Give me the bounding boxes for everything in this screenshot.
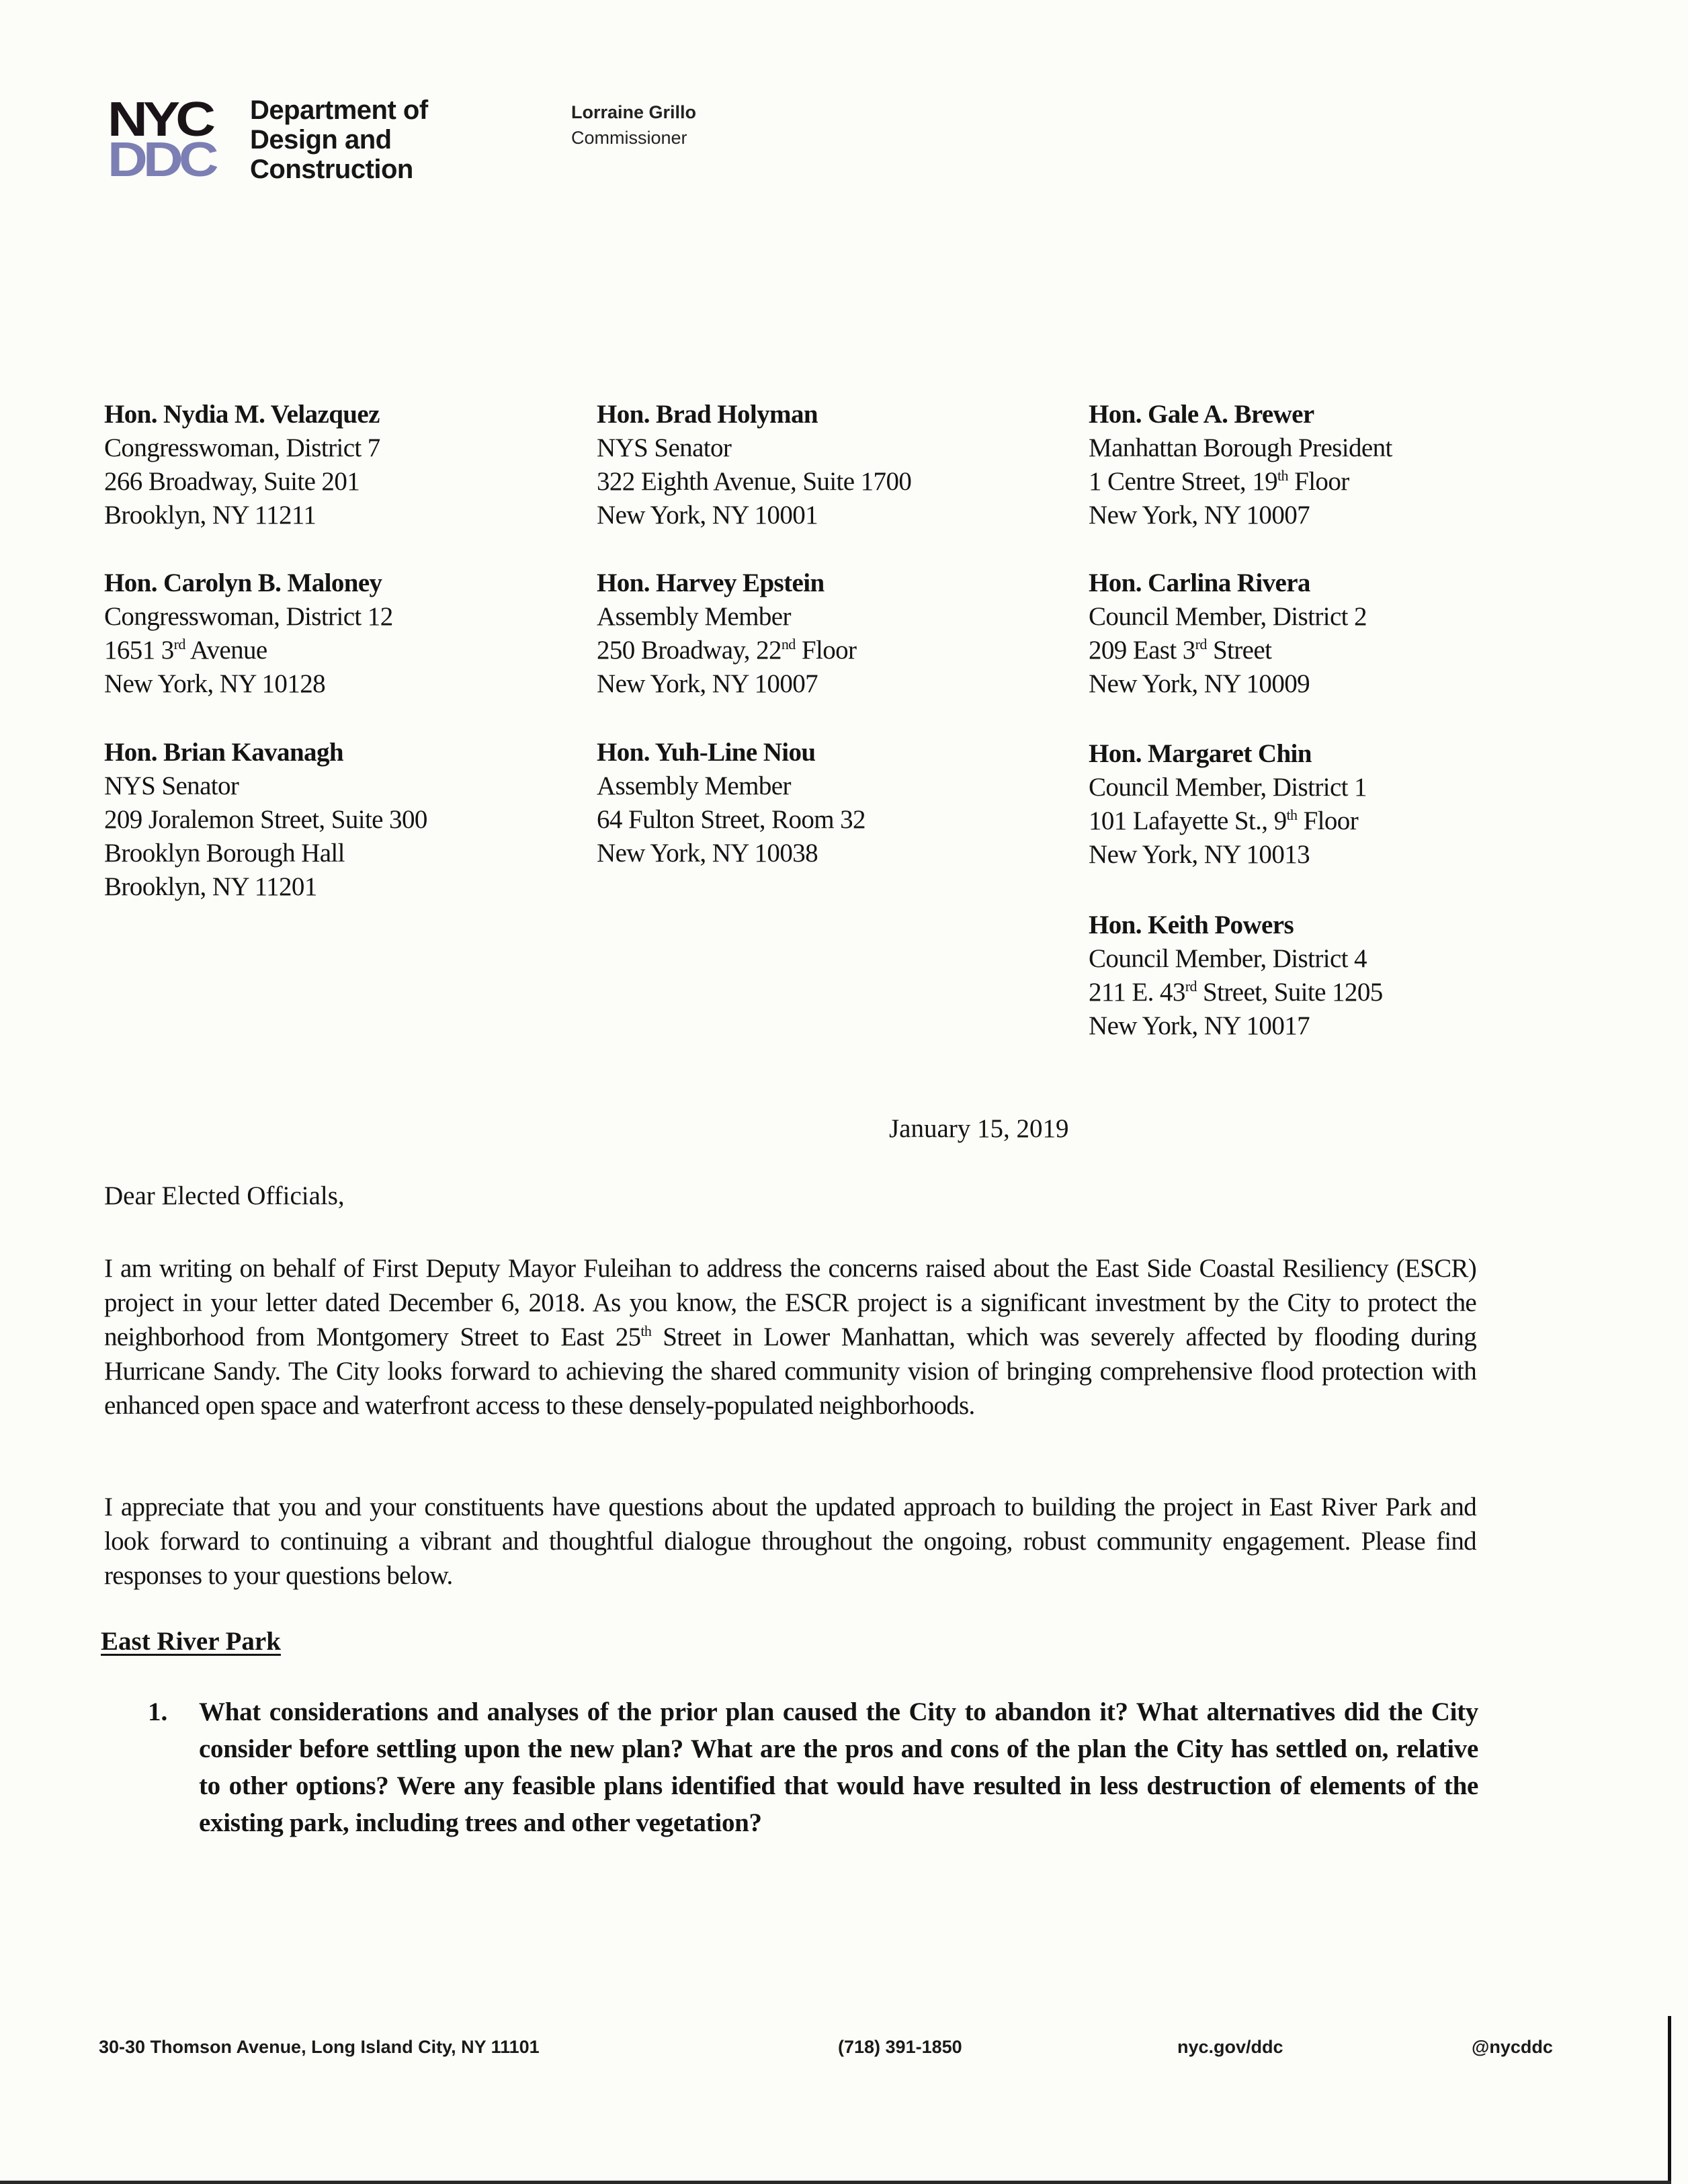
recipient-name: Hon. Brad Holyman (597, 400, 818, 429)
body-paragraph (104, 1251, 1476, 1423)
recipient-city: New York, NY 10007 (597, 669, 818, 698)
department-line: Department of (250, 95, 428, 125)
department-name (250, 95, 428, 184)
address-text: 1651 3 (104, 636, 174, 665)
paragraph-text: Street in Lower Manhattan, which was severely affected by flooding during Hurricane Sandy. The City looks forward to achieving the shared community vision of bringing comprehensive flood protection with enhanced open space and waterfront access to these densely-populated neighborhoods. (104, 1322, 1476, 1420)
recipient-address: 209 Joralemon Street, Suite 300 (104, 805, 427, 834)
recipient-city: New York, NY 10013 (1089, 840, 1310, 869)
ordinal-suffix: nd (781, 636, 796, 653)
address-text: 250 Broadway, 22 (597, 636, 782, 665)
recipient-address: 322 Eighth Avenue, Suite 1700 (597, 467, 912, 496)
recipient-address: 266 Broadway, Suite 201 (104, 467, 360, 496)
ordinal-suffix: rd (1195, 636, 1207, 653)
recipient-name: Hon. Brian Kavanagh (104, 738, 343, 767)
recipient-name: Hon. Nydia M. Velazquez (104, 400, 380, 429)
body-paragraph: I appreciate that you and your constituents have questions about the updated approach to building the project in East River Park and look forward to continuing a vibrant and thoughtful dialogue throughout the ongoing, robust community engagement. Please find responses to your questions below. (104, 1493, 1476, 1590)
address-text: Floor (795, 636, 857, 665)
address-text: 211 E. 43 (1089, 978, 1185, 1007)
commissioner-title: Commissioner (571, 128, 687, 148)
recipient-name: Hon. Carlina Rivera (1089, 569, 1310, 597)
address-text: 209 East 3 (1089, 636, 1195, 665)
recipient-title: Assembly Member (597, 771, 791, 800)
recipient-address (104, 634, 575, 667)
address-text: Floor (1297, 806, 1359, 835)
recipient-address (1089, 804, 1559, 838)
recipient-block (1089, 737, 1559, 872)
recipient-name: Hon. Harvey Epstein (597, 569, 825, 597)
recipient-title: Council Member, District 1 (1089, 773, 1367, 802)
recipient-name: Hon. Margaret Chin (1089, 739, 1312, 768)
footer-website: nyc.gov/ddc (1177, 2037, 1283, 2057)
recipient-name: Hon. Keith Powers (1089, 911, 1294, 939)
section-heading: East River Park (101, 1627, 281, 1656)
recipient-block (1089, 398, 1559, 532)
address-text: Avenue (185, 636, 267, 665)
recipient-city: New York, NY 10007 (1089, 501, 1310, 530)
commissioner-name: Lorraine Grillo (571, 102, 697, 122)
recipient-block (597, 398, 1067, 532)
recipient-city: New York, NY 10009 (1089, 669, 1310, 698)
recipient-title: NYS Senator (104, 771, 239, 800)
recipient-title: Congresswoman, District 7 (104, 433, 380, 462)
recipient-block (104, 736, 575, 904)
scan-edge (0, 2181, 1671, 2184)
recipient-block (1089, 909, 1559, 1043)
recipient-block (104, 398, 575, 532)
ordinal-suffix: th (640, 1322, 652, 1339)
question-text: What considerations and analyses of the prior plan caused the City to abandon it? What alternatives did the City consider before settling upon the new plan? What are the pros and cons of the plan the City has settled on, relative to other options? Were any feasible plans identified that would have resulted in less destruction of elements of the existing park, including trees and other vegetation? (199, 1697, 1478, 1837)
recipient-address (597, 634, 1067, 667)
logo-ddc-text: DDC (108, 133, 214, 187)
footer-address: 30-30 Thomson Avenue, Long Island City, NY 11101 (99, 2037, 540, 2057)
logo-nyc-text: NYC (108, 93, 212, 146)
ordinal-suffix: rd (173, 636, 185, 653)
address-text: Floor (1288, 467, 1349, 496)
recipient-city: New York, NY 10038 (597, 839, 818, 868)
address-text: 1 Centre Street, 19 (1089, 467, 1278, 496)
recipient-title: Congresswoman, District 12 (104, 602, 393, 631)
recipient-block (597, 736, 1067, 870)
address-text: Street (1206, 636, 1272, 665)
recipient-city: New York, NY 10017 (1089, 1011, 1310, 1040)
recipient-city: New York, NY 10128 (104, 669, 326, 698)
recipient-address (1089, 976, 1559, 1009)
recipient-title: Manhattan Borough President (1089, 433, 1392, 462)
department-line: Design and (250, 125, 392, 155)
ordinal-suffix: th (1286, 806, 1298, 823)
department-line: Construction (250, 155, 413, 184)
commissioner-block (571, 99, 696, 151)
address-text: 101 Lafayette St., 9 (1089, 806, 1287, 835)
recipient-address: 64 Fulton Street, Room 32 (597, 805, 866, 834)
recipient-address (1089, 465, 1559, 499)
question-number: 1. (148, 1697, 168, 1726)
recipient-title: Council Member, District 4 (1089, 944, 1367, 973)
recipient-address: Brooklyn Borough Hall (104, 839, 345, 868)
recipient-name: Hon. Carolyn B. Maloney (104, 569, 382, 597)
nyc-ddc-logo (108, 93, 242, 187)
salutation: Dear Elected Officials, (104, 1181, 345, 1210)
ordinal-suffix: rd (1185, 978, 1197, 995)
recipient-city: Brooklyn, NY 11211 (104, 501, 316, 530)
recipient-title: Council Member, District 2 (1089, 602, 1367, 631)
recipient-name: Hon. Gale A. Brewer (1089, 400, 1314, 429)
footer-phone: (718) 391-1850 (838, 2037, 962, 2057)
paragraph-text: I am writing on behalf of First Deputy Mayor Fuleihan to address the concerns raised about the East Side Coastal Resiliency (ESCR) project in your letter dated December 6, 2018. As you know, the ESCR project is a significant investment by the City to protect the neighborhood from Montgomery Street to East 25 (104, 1254, 1476, 1351)
recipient-title: Assembly Member (597, 602, 791, 631)
recipient-name: Hon. Yuh-Line Niou (597, 738, 816, 767)
recipient-city: Brooklyn, NY 11201 (104, 872, 317, 901)
address-text: Street, Suite 1205 (1196, 978, 1383, 1007)
recipient-block (1089, 566, 1559, 701)
recipient-address (1089, 634, 1559, 667)
letter-date: January 15, 2019 (889, 1114, 1069, 1143)
recipient-block (104, 566, 575, 701)
scan-edge (1668, 2016, 1671, 2183)
footer-social-handle: @nycddc (1472, 2037, 1553, 2057)
recipient-block (597, 566, 1067, 701)
ordinal-suffix: th (1277, 467, 1288, 484)
recipient-title: NYS Senator (597, 433, 732, 462)
recipient-city: New York, NY 10001 (597, 501, 818, 530)
question-item (148, 1693, 1478, 1841)
